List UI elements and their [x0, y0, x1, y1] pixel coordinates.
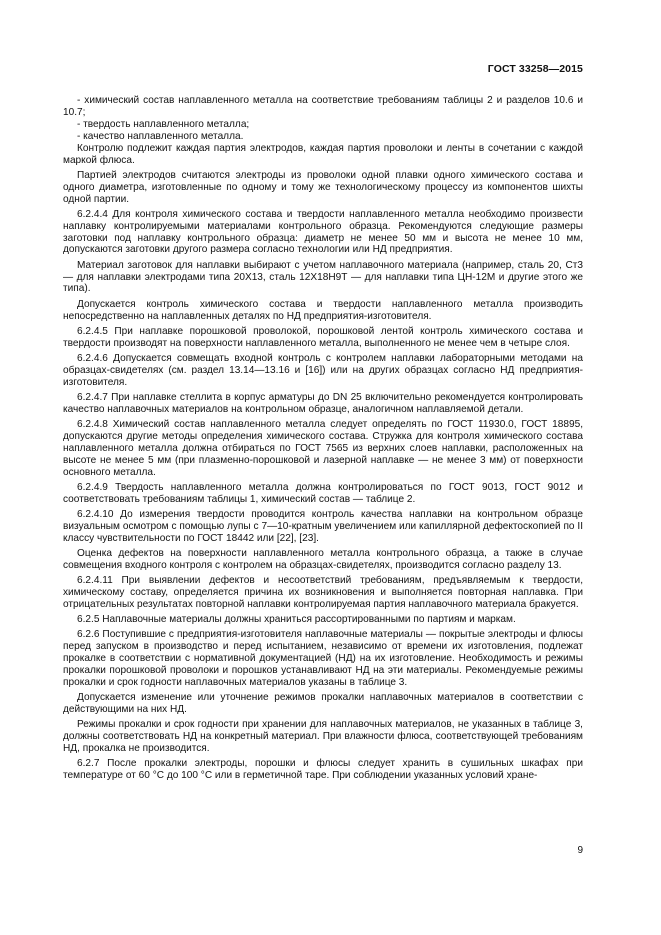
- paragraph-electrode-batch: Партией электродов считаются электроды из проволоки одной плавки одного химического состава и одного диаметра, изготовленные по одному и тому же технологическому процессу из компонентов шихты одной партии.: [63, 169, 583, 205]
- paragraph-6-2-7: 6.2.7 После прокалки электроды, порошки и флюсы следует хранить в сушильных шкафах при температуре от 60 °С до 100 °С или в герметичной таре. При соблюдении указанных условий хране-: [63, 758, 583, 782]
- paragraph-6-2-6: 6.2.6 Поступившие с предприятия-изготовителя наплавочные материалы — покрытые электроды и флюсы перед запуском в производство и перед испытанием, независимо от времени их изготовления, подлежат прокалке в соответствии с нормативной документацией (НД) на их изготовление. Необходимость и режимы прокалки порошковой проволоки и порошков устанавливают НД на эти материалы. Рекомендуемые режимы прокалки и срок годности наплавочных материалов указаны в таблице 3.: [63, 629, 583, 688]
- paragraph-6-2-4-10: 6.2.4.10 До измерения твердости проводится контроль качества наплавки на контрольном образце визуальным осмотром с помощью лупы с 7—10-кратным увеличением или капиллярной дефектоскопией по II классу чувствительности по ГОСТ 18442 или [22], [23].: [63, 508, 583, 544]
- paragraph-6-2-5: 6.2.5 Наплавочные материалы должны храниться рассортированными по партиям и маркам.: [77, 614, 516, 626]
- standard-header: ГОСТ 33258—2015: [487, 63, 583, 75]
- paragraph-6-2-4-4: 6.2.4.4 Для контроля химического состава и твердости наплавленного металла необходимо произвести наплавку контролируемыми материалами контрольного образца. Рекомендуются следующие размеры заготовки под наплавку контрольного образца: диаметр не менее 50 мм и высота не менее 10 мм, допускаются заготовки другого размера согласно технологии или НД предприятия.: [63, 208, 583, 256]
- paragraph-defect-assessment: Оценка дефектов на поверхности наплавленного металла контрольного образца, а также в случае совмещения входного контроля с контролем на образцах-свидетелях, производится согласно разделу 13.: [63, 547, 583, 571]
- paragraph-direct-control: Допускается контроль химического состава и твердости наплавленного металла производить непосредственно на наплавленных деталях по НД предприятия-изготовителя.: [63, 298, 583, 322]
- paragraph-list-chemical: - химический состав наплавленного металла на соответствие требованиям таблицы 2 и разделов 10.6 и 10.7;: [63, 95, 583, 118]
- paragraph-6-2-4-5: 6.2.4.5 При наплавке порошковой проволокой, порошковой лентой контроль химического состава и твердости производят на поверхности наплавленного металла, выполненного не менее чем в четыре слоя.: [63, 325, 583, 349]
- paragraph-calcination-change: Допускается изменение или уточнение режимов прокалки наплавочных материалов в соответствии с действующими на них НД.: [63, 692, 583, 716]
- paragraph-batch-control: Контролю подлежит каждая партия электродов, каждая партия проволоки и ленты в сочетании с каждой маркой флюса.: [63, 142, 583, 166]
- paragraph-6-2-4-6: 6.2.4.6 Допускается совмещать входной контроль с контролем наплавки лабораторными методами на образцах-свидетелях (см. раздел 13.14—13.16 и [16]) или на других образцах согласно НД предприятия-изготовителя.: [63, 352, 583, 388]
- paragraph-6-2-4-9: 6.2.4.9 Твердость наплавленного металла должна контролироваться по ГОСТ 9013, ГОСТ 9012 и соответствовать требованиям таблицы 1, химический состав — таблице 2.: [63, 481, 583, 505]
- page-number: 9: [577, 845, 583, 856]
- paragraph-blank-material: Материал заготовок для наплавки выбирают с учетом наплавочного материала (например, сталь 20, Ст3 — для наплавки электродами типа 20Х13, сталь 12Х18Н9Т — для наплавки типа ЦН-12М и другие этого же типа).: [63, 259, 583, 295]
- paragraph-6-2-4-8: 6.2.4.8 Химический состав наплавленного металла следует определять по ГОСТ 11930.0, ГОСТ 18895, допускаются другие методы определения химического состава. Стружка для контроля химического состава наплавленного металла должна отбираться по ГОСТ 7565 из верхних слоев наплавки, расположенных на высоте не менее 5 мм (при плазменно-порошковой и лазерной наплавке — не менее 3 мм) от поверхности основного металла.: [63, 419, 583, 478]
- paragraph-6-2-4-11: 6.2.4.11 При выявлении дефектов и несоответствий требованиям, предъявляемым к твердости, химическому составу, определяется причина их возникновения и выполняется повторная наплавка. При отрицательных результатах повторной наплавки контролируемая партия наплавочного материала бракуется.: [63, 575, 583, 610]
- paragraph-list-quality: - качество наплавленного металла.: [77, 130, 244, 142]
- paragraph-list-hardness: - твердость наплавленного металла;: [77, 118, 250, 130]
- paragraph-calcination-modes: Режимы прокалки и срок годности при хранении для наплавочных материалов, не указанных в таблице 3, должны соответствовать НД на конкретный материал. При влажности флюса, соответствующей требованиям НД, прокалка не производится.: [63, 719, 583, 755]
- paragraph-6-2-4-7: 6.2.4.7 При наплавке стеллита в корпус арматуры до DN 25 включительно рекомендуется контролировать качество наплавочных материалов на контрольном образце, аналогичном наплавляемой детали.: [63, 391, 583, 415]
- body-text: [63, 95, 583, 785]
